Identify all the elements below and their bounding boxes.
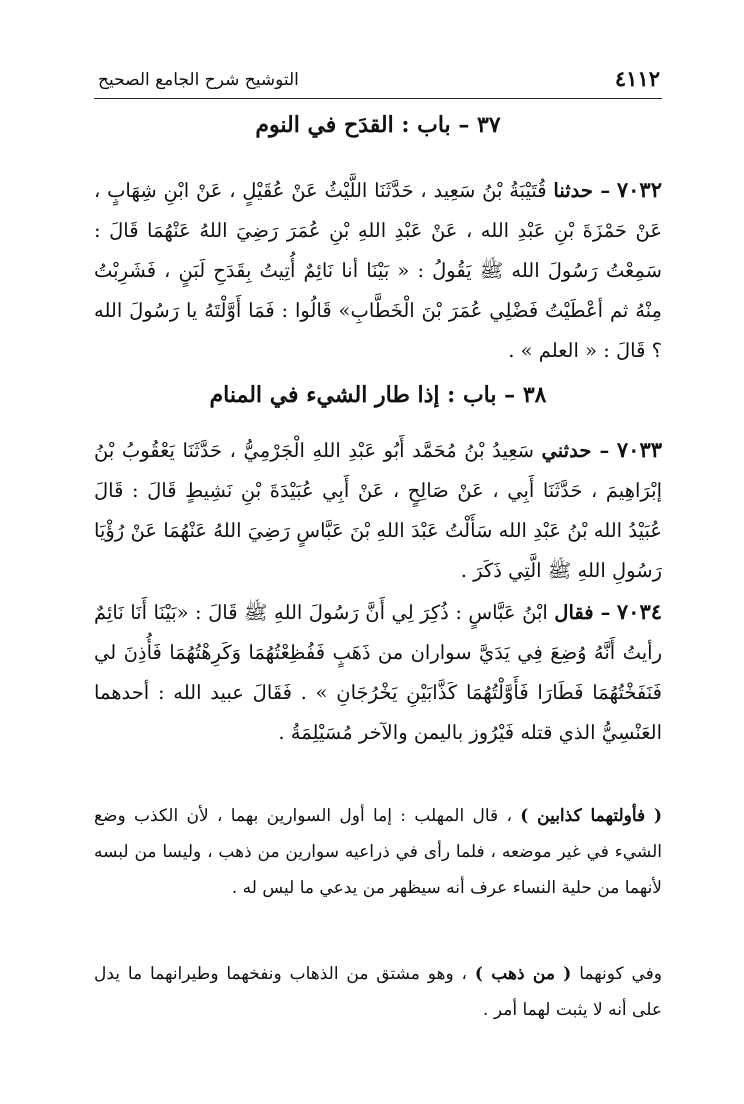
page-number: ٤١١٢: [614, 66, 660, 91]
hadith-number: ٧٠٣٣: [616, 437, 663, 462]
commentary-keyword: ( فأولتهما كذابين ): [520, 806, 663, 826]
hadith-number: ٧٠٣٤: [616, 599, 663, 624]
hadith-lead-text: فقال: [554, 601, 594, 624]
chapter-heading-37: ٣٧ – باب : القدَح في النوم: [255, 112, 501, 138]
commentary-text: ، وهو مشتق من الذهاب ونفخهما وطيرانهما ما يدل على أنه لا يثبت لهما أمر .: [94, 964, 662, 1020]
commentary-text: ، قال المهلب : إما أول السوارين بهما ، لأن الكذب وضع الشيء في غير موضعه ، فلما رأى في ذراعيه سوارين من ذهب ، وليسا من لبسه لأنهما من حلية النساء عرف أنه سيظهر من يدعي ما ليس له .: [94, 806, 662, 898]
commentary-paragraph-2: [94, 956, 662, 1028]
hadith-lead-word: – حدثني: [541, 439, 610, 462]
hadith-text: ابْنُ عَبَّاسٍ : ذُكِرَ لِي أَنَّ رَسُولَ اللهِ ﷺ قَالَ : «بَيْنَا أَنَا نَائِمٌ رأيتُ أَنَّهُ وُضِعَ فِي يَدَيَّ سواران من ذَهَبٍ فَفُظِعْتُهُمَا وَكَرِهْتُهُمَا فَأُذِنَ لي فَنَفَخْتُهُمَا فَطَارَا فَأَوَّلْتُهُمَا كَذَّابَيْنِ يَخْرُجَانِ » . فَقَالَ عبيد الله : أحدهما العَنْسِيُّ الذي قتله فَيْرُوز باليمن والآخر مُسَيْلِمَةُ .: [94, 601, 662, 744]
hadith-text: قُتَيْبَةُ بْنُ سَعِيد ، حَدَّثَنَا اللَّيْثُ عَنْ عُقَيْلٍ ، عَنْ ابْنِ شِهَابٍ ، عَنْ حَمْزَةَ بْنِ عَبْدِ الله ، عَنْ عَبْدِ اللهِ بْنِ عُمَرَ رَضِيَ اللهُ عَنْهُمَا قَالَ : سَمِعْتُ رَسُولَ الله ﷺ يَقُولُ : « بَيْنَا أنا نَائِمٌ أُتِيتُ بِقَدَحِ لَبَنٍ ، فَشَرِبْتُ مِنْهُ ثم أعْطَيْتُ فَضْلِي عُمَرَ بْنَ الْخَطَّابِ» قَالُوا : فَمَا أَوَّلْتَهُ يا رَسُولَ الله ؟ قَالَ : « العلم » .: [94, 179, 662, 362]
commentary-keyword: ( من ذهب ): [474, 964, 572, 984]
hadith-7033: [94, 430, 662, 591]
hadith-lead-text: حدثني: [541, 439, 592, 462]
hadith-text: سَعِيدُ بْنُ مُحَمَّد أَبُو عَبْدِ اللهِ الْجَرْمِيُّ ، حَدَّثَنَا يَعْقُوبُ بْنُ إبْرَاهِيمَ ، حَدَّثَنَا أَبِي ، عَنْ صَالِحٍ ، عَنْ أَبِي عُبَيْدَةَ بْنِ نَشِيطٍ قَالَ : قَالَ عُبَيْدُ الله بْنُ عَبْدِ الله سَأَلْتُ عَبْدَ اللهِ بْنَ عَبَّاسٍ رَضِيَ اللهُ عَنْهُمَا عَنْ رُؤْيَا رَسُولِ اللهِ ﷺ الَّتِي ذَكَرَ .: [94, 439, 662, 582]
hadith-number: ٧٠٣٢: [616, 177, 662, 202]
hadith-lead-word: – فقال: [554, 601, 611, 624]
chapter-heading-38: ٣٨ – باب : إذا طار الشيء في المنام: [209, 382, 547, 408]
commentary-intro: وفي كونهما: [579, 964, 663, 984]
commentary-paragraph-1: [94, 798, 662, 906]
hadith-7032: [94, 170, 662, 371]
hadith-lead-text: حدثنا: [553, 179, 593, 202]
hadith-7034: [94, 592, 662, 753]
running-title: التوشيح شرح الجامع الصحيح: [98, 70, 299, 90]
page-header: [94, 58, 662, 99]
hadith-lead-word: – حدثنا: [553, 179, 611, 202]
